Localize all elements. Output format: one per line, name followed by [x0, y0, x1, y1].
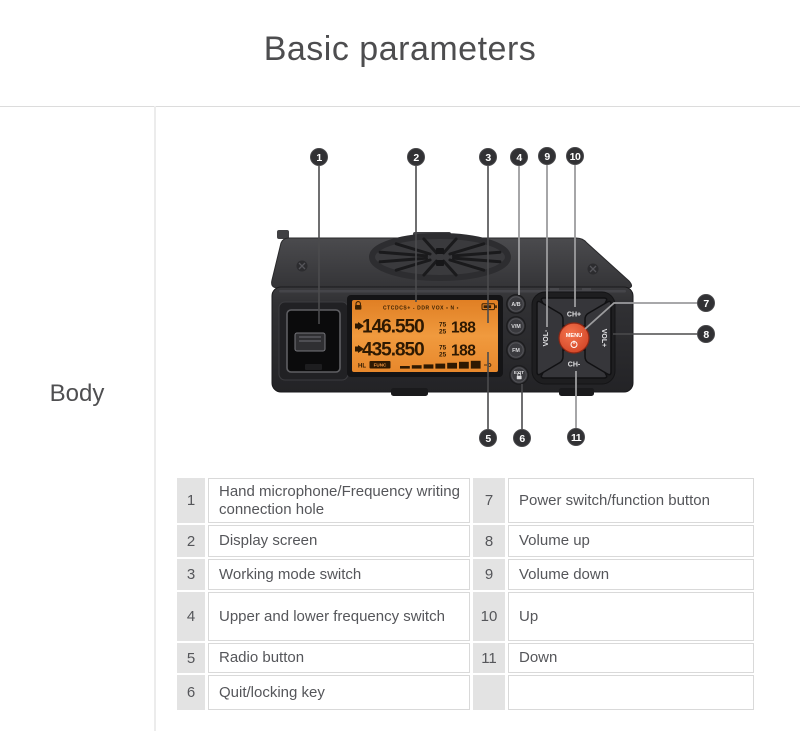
callout-10 — [567, 148, 584, 165]
lcd-status-text: CTCDCS+ - DDR VOX ▪ N ▪ — [382, 305, 460, 312]
callout-number: 9 — [544, 150, 550, 163]
table-desc-cell: Volume up — [508, 525, 754, 557]
table-num-cell: 2 — [177, 525, 205, 557]
callout-number: 1 — [316, 151, 322, 164]
lcd-freq-a: 146.550 — [362, 316, 424, 338]
lcd-badge: FUNC — [373, 362, 387, 368]
parts-table — [177, 478, 754, 710]
screw-icon — [588, 264, 599, 275]
table-desc-cell: Power switch/function button — [508, 478, 754, 523]
callout-5 — [480, 430, 497, 447]
table-num-cell: 3 — [177, 559, 205, 590]
callout-number: 10 — [569, 150, 581, 163]
section-label: Body — [49, 380, 105, 407]
fm-button — [507, 341, 525, 359]
table-desc-cell: Upper and lower frequency switch — [208, 592, 470, 641]
vol-up-label: VOL+ — [600, 328, 607, 348]
lcd-sub-top: 75 — [439, 321, 447, 329]
lcd-sub-bottom: 25 — [439, 328, 447, 336]
lcd-display — [347, 295, 503, 377]
page-title: Basic parameters — [263, 30, 537, 68]
lcd-chan-b: 188 — [451, 342, 476, 360]
callout-6 — [514, 430, 531, 447]
vm-button-label: V/M — [511, 323, 521, 330]
callout-number: 8 — [703, 328, 709, 341]
horizontal-divider — [0, 106, 800, 107]
lcd-freq-row-a — [355, 317, 476, 338]
callout-3 — [480, 149, 497, 166]
callout-number: 5 — [485, 432, 491, 445]
lcd-sub-top: 75 — [439, 344, 447, 352]
table-desc-cell — [508, 675, 754, 710]
table-desc-cell: Down — [508, 643, 754, 673]
callout-number: 7 — [703, 297, 709, 310]
vm-button — [507, 317, 525, 335]
menu-button — [559, 323, 589, 353]
fm-button-label: FM — [512, 347, 520, 354]
table-num-cell: 8 — [473, 525, 505, 557]
table-num-cell: 11 — [473, 643, 505, 673]
lcd-sub-bottom: 25 — [439, 351, 447, 359]
callout-number: 6 — [519, 432, 525, 445]
panel-notch — [582, 288, 591, 291]
callout-2 — [408, 149, 425, 166]
callout-7 — [698, 295, 715, 312]
table-num-cell — [473, 675, 505, 710]
table-desc-cell: Hand microphone/Frequency writing connection hole — [208, 478, 470, 523]
dpad — [532, 292, 615, 384]
callout-number: 3 — [485, 151, 491, 164]
callout-1 — [311, 149, 328, 166]
table-num-cell: 10 — [473, 592, 505, 641]
table-num-cell: 9 — [473, 559, 505, 590]
vol-down-label: VOL- — [543, 329, 550, 347]
table-desc-cell: Up — [508, 592, 754, 641]
vertical-divider — [154, 106, 156, 731]
radio-illustration — [255, 140, 755, 460]
callout-number: 4 — [516, 151, 522, 164]
lcd-freq-b: 435.850 — [362, 339, 424, 361]
callout-9 — [539, 148, 556, 165]
table-desc-cell: Working mode switch — [208, 559, 470, 590]
exit-button — [510, 366, 528, 384]
lcd-chan-a: 188 — [451, 319, 476, 337]
ch-up-label: CH+ — [566, 311, 582, 319]
table-desc-cell: Display screen — [208, 525, 470, 557]
callout-number: 11 — [570, 431, 582, 444]
callout-4 — [511, 149, 528, 166]
table-num-cell: 1 — [177, 478, 205, 523]
table-desc-cell: Quit/locking key — [208, 675, 470, 710]
ch-down-label: CH- — [567, 361, 581, 369]
table-num-cell: 5 — [177, 643, 205, 673]
ab-button — [507, 295, 525, 313]
menu-button-label: MENU — [565, 333, 583, 339]
panel-notch — [550, 288, 559, 291]
exit-button-label: EXIT — [513, 369, 525, 375]
table-desc-cell: Radio button — [208, 643, 470, 673]
lcd-freq-row-b — [355, 340, 476, 361]
table-num-cell: 4 — [177, 592, 205, 641]
mic-jack — [279, 302, 348, 380]
screw-icon — [297, 261, 308, 272]
ab-button-label: A/B — [511, 301, 521, 308]
table-desc-cell: Volume down — [508, 559, 754, 590]
table-num-cell: 7 — [473, 478, 505, 523]
callout-11 — [568, 429, 585, 446]
lcd-power-level: HL — [358, 363, 366, 370]
callout-8 — [698, 326, 715, 343]
callout-number: 2 — [413, 151, 419, 164]
radio-body — [272, 230, 633, 396]
foot — [391, 388, 428, 396]
table-num-cell: 6 — [177, 675, 205, 710]
